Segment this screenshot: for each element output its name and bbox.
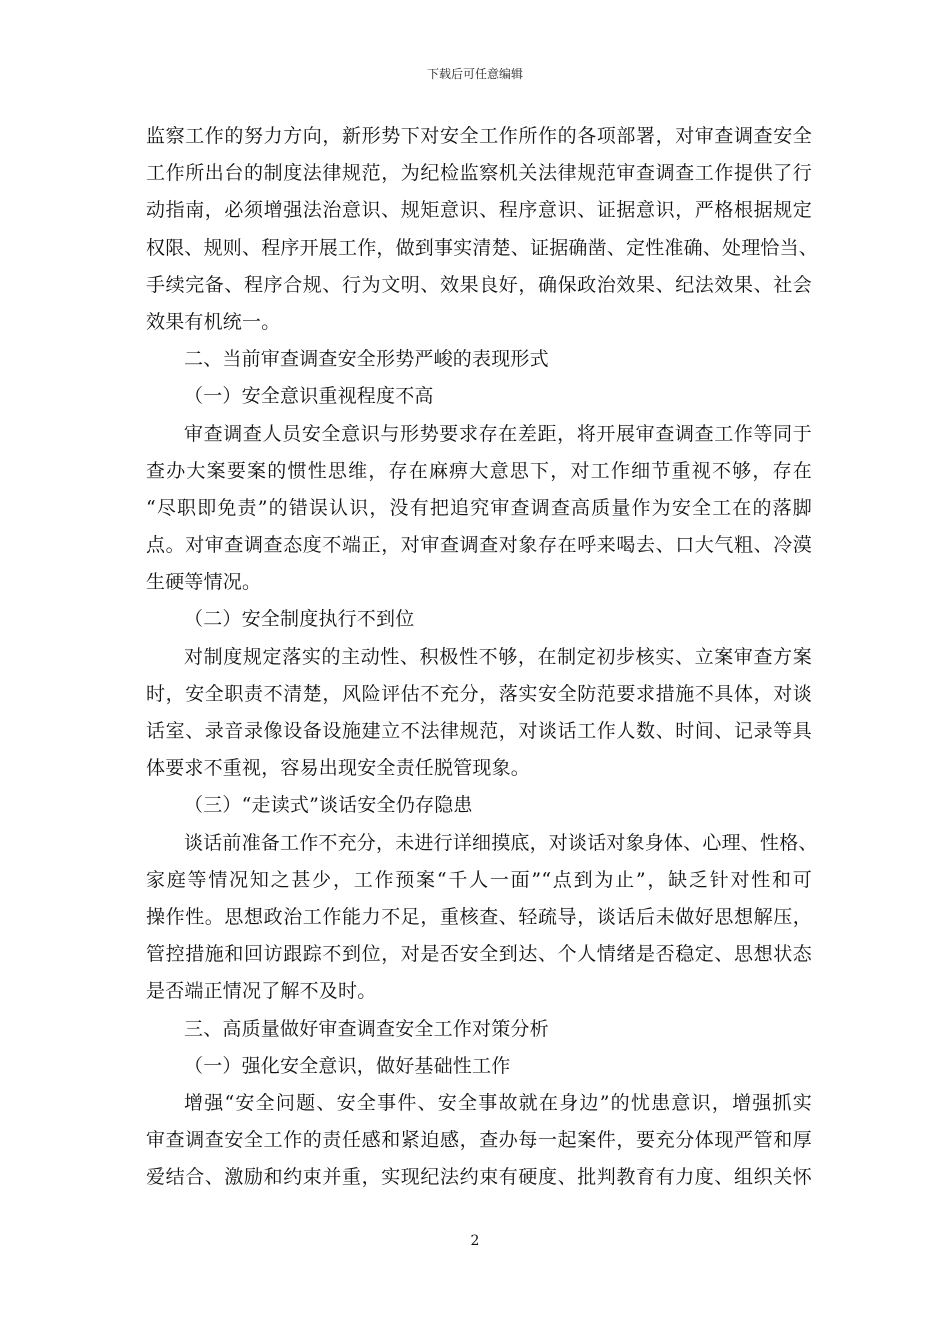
section-heading: 二、当前审查调查安全形势严峻的表现形式 <box>184 348 549 371</box>
text-line: 管控措施和回访跟踪不到位，对是否安全到达、个人情绪是否稳定、思想状态 <box>146 943 812 966</box>
text-line: 操作性。思想政治工作能力不足，重核查、轻疏导，谈话后未做好思想解压， <box>146 905 812 928</box>
text-line: 权限、规则、程序开展工作，做到事实清楚、证据确凿、定性准确、处理恰当、 <box>146 236 819 259</box>
text-line: 监察工作的努力方向，新形势下对安全工作所作的各项部署，对审查调查安全 <box>146 125 812 147</box>
text-line: “尽职即免责”的错误认识，没有把追究审查调查高质量作为安全工在的落脚 <box>146 496 812 519</box>
text-line: 查办大案要案的惯性思维，存在麻痹大意思下，对工作细节重视不够，存在 <box>146 459 812 482</box>
text-line: 效果有机统一。 <box>146 310 281 333</box>
text-line: 工作所出台的制度法律规范，为纪检监察机关法律规范审查调查工作提供了行 <box>146 162 812 185</box>
text-line: 时，安全职责不清楚，风险评估不充分，落实安全防范要求措施不具体，对谈 <box>146 682 812 705</box>
subsection-heading: （一）强化安全意识，做好基础性工作 <box>184 1054 511 1077</box>
text-line: 生硬等情况。 <box>146 571 262 594</box>
text-line: 是否端正情况了解不及时。 <box>146 980 377 1003</box>
text-line: 谈话前准备工作不充分，未进行详细摸底，对谈话对象身体、心理、性格、 <box>184 831 818 854</box>
text-line: 审查调查安全工作的责任感和紧迫感，查办每一起案件，要充分体现严管和厚 <box>146 1129 812 1152</box>
text-line: 增强“安全问题、安全事件、安全事故就在身边”的忧患意识，增强抓实 <box>184 1091 812 1114</box>
page-number: 2 <box>470 1233 480 1249</box>
section-heading: 三、高质量做好审查调查安全工作对策分析 <box>184 1017 549 1040</box>
text-line: 审查调查人员安全意识与形势要求存在差距，将开展审查调查工作等同于 <box>184 422 812 445</box>
text-line: 对制度规定落实的主动性、积极性不够，在制定初步核实、立案审查方案 <box>184 645 812 668</box>
text-line: 点。对审查调查态度不端正，对审查调查对象存在呼来喝去、口大气粗、冷漠 <box>146 534 812 557</box>
text-line: 话室、录音录像设备设施建立不法律规范，对谈话工作人数、时间、记录等具 <box>146 720 812 742</box>
subsection-heading: （一）安全意识重视程度不高 <box>184 385 434 408</box>
document-body <box>146 118 819 1196</box>
text-line: 动指南，必须增强法治意识、规矩意识、程序意识、证据意识，严格根据规定 <box>146 199 812 222</box>
subsection-heading: （二）安全制度执行不到位 <box>184 608 415 631</box>
text-line: 爱结合、激励和约束并重，实现纪法约束有硬度、批判教育有力度、组织关怀 <box>146 1166 812 1189</box>
subsection-heading: （三）“走读式”谈话安全仍存隐患 <box>184 794 473 817</box>
text-line: 体要求不重视，容易出现安全责任脱管现象。 <box>146 757 531 780</box>
text-line: 手续完备、程序合规、行为文明、效果良好，确保政治效果、纪法效果、社会 <box>146 273 812 296</box>
page-header: 下载后可任意编辑 <box>426 67 523 81</box>
text-line: 家庭等情况知之甚少，工作预案“千人一面”“点到为止”，缺乏针对性和可 <box>146 868 812 891</box>
